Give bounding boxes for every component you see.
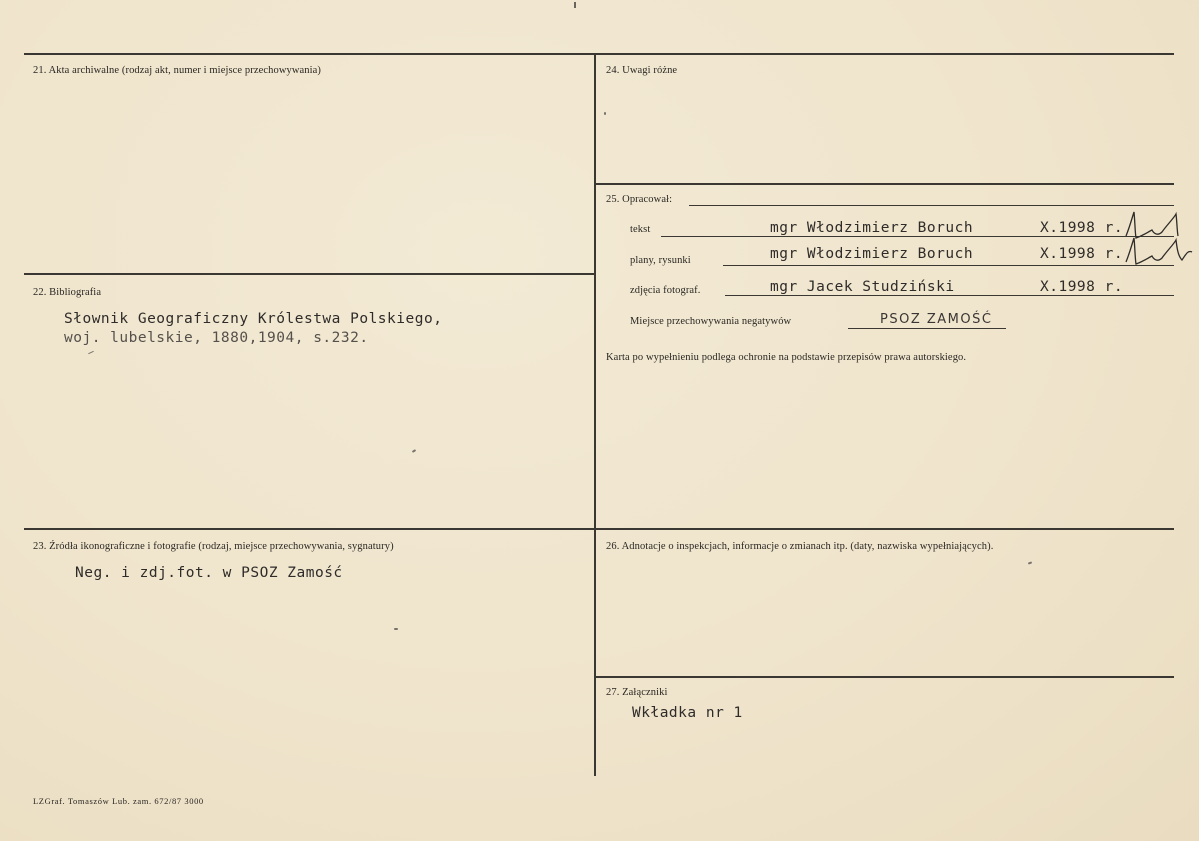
row-plans-date: X.1998 r. [1040,246,1124,262]
paper-speck [394,628,398,630]
center-divider [594,53,596,776]
row-text-label: tekst [630,224,651,235]
rule-21-22 [24,273,594,275]
row-plans-label: plany, rysunki [630,255,691,266]
bibliography-line-2: woj. lubelskie, 1880,1904, s.232. [64,330,369,346]
paper-speck [412,449,416,453]
row-text-underline [661,236,1174,237]
row-text-author: mgr Włodzimierz Boruch [770,220,974,236]
row-photos-underline [725,295,1174,296]
section-21-label: 21. Akta archiwalne (rodzaj akt, numer i miejsce przechowywania) [33,65,322,76]
section-24-label: 24. Uwagi różne [606,65,678,76]
top-rule [24,53,1174,55]
row-photos-label: zdjęcia fotograf. [630,285,701,296]
printer-imprint: LZGraf. Tomaszów Lub. zam. 672/87 3000 [33,796,204,806]
section-26-label: 26. Adnotacje o inspekcjach, informacje o zmianach itp. (daty, nazwiska wypełniających). [606,541,994,552]
section-25-underline [689,205,1174,206]
negatives-location-value: PSOZ ZAMOŚĆ [880,312,993,327]
paper-speck [604,112,606,115]
rule-26-27 [596,676,1174,678]
paper-speck [88,351,94,354]
negatives-location-label: Miejsce przechowywania negatywów [630,316,792,327]
rule-22-23 [24,528,594,530]
signature [1118,208,1196,272]
row-plans-underline [723,265,1174,266]
attachments-value: Wkładka nr 1 [632,705,743,721]
rule-25-26 [596,528,1174,530]
copyright-note: Karta po wypełnieniu podlega ochronie na podstawie przepisów prawa autorskiego. [606,352,967,363]
row-plans-author: mgr Włodzimierz Boruch [770,246,974,262]
section-23-label: 23. Źródła ikonograficzne i fotografie (rodzaj, miejsce przechowywania, sygnatury) [33,541,394,552]
section-25-label: 25. Opracował: [606,194,673,205]
section-22-label: 22. Bibliografia [33,287,102,298]
row-photos-author: mgr Jacek Studziński [770,279,955,295]
section-27-label: 27. Załączniki [606,687,668,698]
top-tick [574,2,576,8]
negatives-location-underline [848,328,1006,329]
paper-speck [1028,561,1032,564]
row-text-date: X.1998 r. [1040,220,1124,236]
iconographic-sources-value: Neg. i zdj.fot. w PSOZ Zamość [75,565,343,581]
bibliography-line-1: Słownik Geograficzny Królestwa Polskiego, [64,311,443,327]
rule-24-25 [596,183,1174,185]
row-photos-date: X.1998 r. [1040,279,1124,295]
